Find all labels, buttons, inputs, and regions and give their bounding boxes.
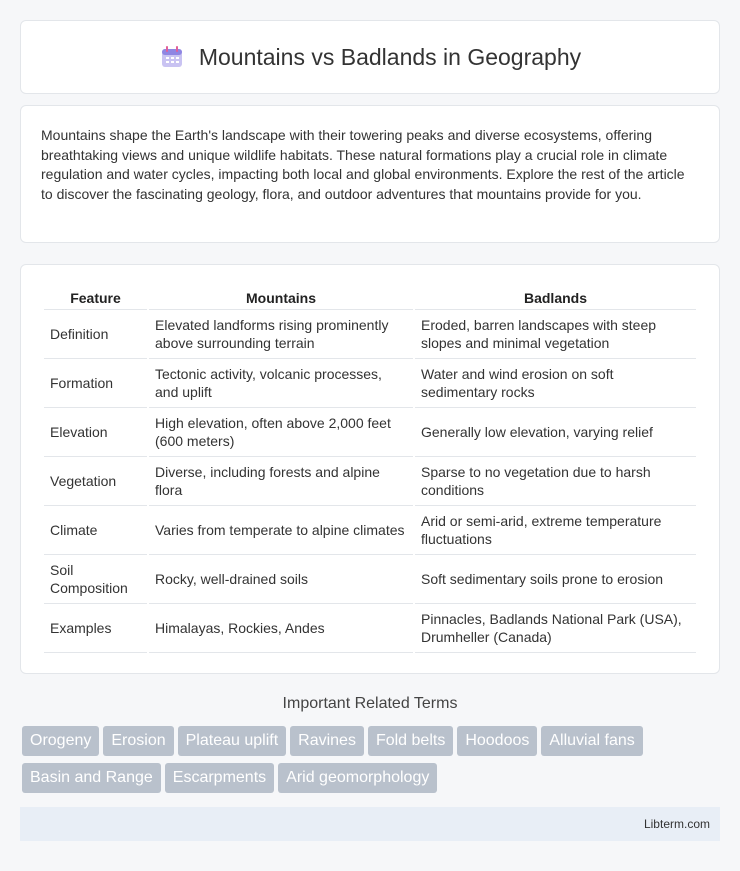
row-feature: Soil Composition <box>44 555 147 604</box>
row-feature: Climate <box>44 506 147 555</box>
intro-card <box>20 105 720 243</box>
tag-erosion[interactable]: Erosion <box>103 726 173 756</box>
tag-ravines[interactable]: Ravines <box>290 726 364 756</box>
row-badlands: Soft sedimentary soils prone to erosion <box>415 555 696 604</box>
table-row <box>44 604 696 653</box>
row-badlands: Sparse to no vegetation due to harsh conditions <box>415 457 696 506</box>
row-feature: Vegetation <box>44 457 147 506</box>
table-row <box>44 359 696 408</box>
table-row <box>44 457 696 506</box>
row-feature: Examples <box>44 604 147 653</box>
table-row <box>44 555 696 604</box>
row-badlands: Generally low elevation, varying relief <box>415 408 696 457</box>
tag-escarpments[interactable]: Escarpments <box>165 763 274 793</box>
tag-fold-belts[interactable]: Fold belts <box>368 726 453 756</box>
footer <box>20 807 720 841</box>
row-badlands: Pinnacles, Badlands National Park (USA), Drumheller (Canada) <box>415 604 696 653</box>
page-title: Mountains vs Badlands in Geography <box>198 43 582 70</box>
header-badlands: Badlands <box>415 285 696 310</box>
header-feature: Feature <box>44 285 147 310</box>
tag-plateau-uplift[interactable]: Plateau uplift <box>178 726 287 756</box>
table-row <box>44 310 696 359</box>
row-mountains: Rocky, well-drained soils <box>149 555 413 604</box>
table-row <box>44 506 696 555</box>
tag-orogeny[interactable]: Orogeny <box>22 726 99 756</box>
table-header-row <box>44 285 696 310</box>
row-badlands: Arid or semi-arid, extreme temperature fluctuations <box>415 506 696 555</box>
comparison-table <box>42 285 698 653</box>
related-terms-heading: Important Related Terms <box>282 695 458 712</box>
row-feature: Elevation <box>44 408 147 457</box>
tag-arid-geomorphology[interactable]: Arid geomorphology <box>278 763 437 793</box>
row-mountains: High elevation, often above 2,000 feet (600 meters) <box>149 408 413 457</box>
header-mountains: Mountains <box>149 285 413 310</box>
row-badlands: Eroded, barren landscapes with steep slopes and minimal vegetation <box>415 310 696 359</box>
intro-paragraph: Mountains shape the Earth's landscape with their towering peaks and diverse ecosystems, offering breathtaking views and unique wildlife habitats. These natural formations play a crucial role in climate regulation and water cycles, impacting both local and global environments. Explore the rest of the article to discover the fascinating geology, flora, and outdoor adventures that mountains provide for you. <box>41 127 685 202</box>
related-tags <box>22 726 722 800</box>
table-row <box>44 408 696 457</box>
header-card <box>20 20 720 94</box>
tag-alluvial-fans[interactable]: Alluvial fans <box>541 726 642 756</box>
row-mountains: Elevated landforms rising prominently above surrounding terrain <box>149 310 413 359</box>
row-badlands: Water and wind erosion on soft sedimentary rocks <box>415 359 696 408</box>
row-mountains: Tectonic activity, volcanic processes, and uplift <box>149 359 413 408</box>
row-mountains: Varies from temperate to alpine climates <box>149 506 413 555</box>
row-feature: Definition <box>44 310 147 359</box>
tag-hoodoos[interactable]: Hoodoos <box>457 726 537 756</box>
calendar-icon <box>159 44 185 70</box>
footer-link[interactable]: Libterm.com <box>643 817 710 831</box>
row-mountains: Himalayas, Rockies, Andes <box>149 604 413 653</box>
row-feature: Formation <box>44 359 147 408</box>
tag-basin-and-range[interactable]: Basin and Range <box>22 763 161 793</box>
comparison-card <box>20 264 720 674</box>
row-mountains: Diverse, including forests and alpine flora <box>149 457 413 506</box>
